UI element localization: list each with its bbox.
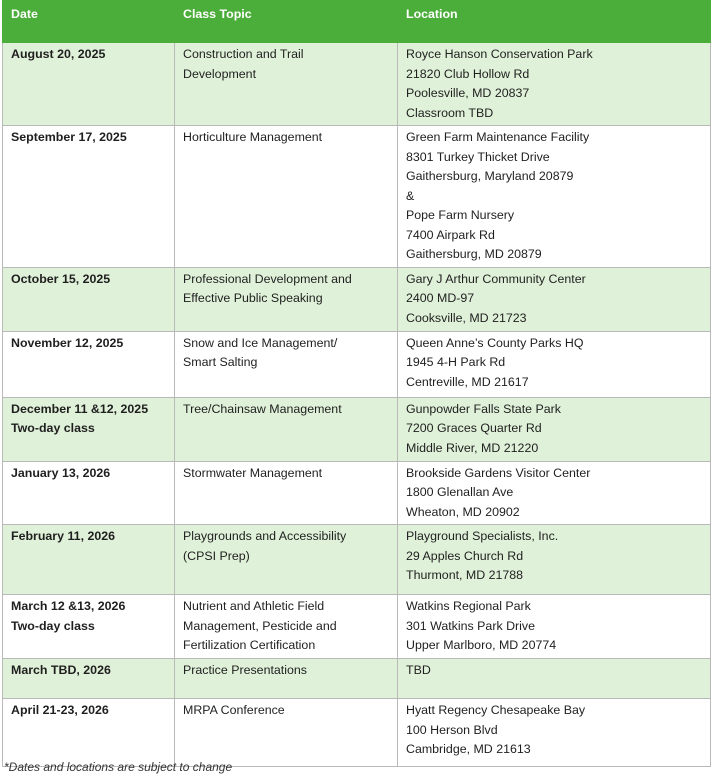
location-cell [398,43,711,126]
location-cell-line: Royce Hanson Conservation Park [406,47,593,61]
date-column-header: Date [3,1,175,43]
class-topic-cell-line: Nutrient and Athletic Field [183,599,325,613]
class-topic-cell-line: Construction and Trail [183,47,304,61]
class-topic-cell-line: Practice Presentations [183,663,307,677]
location-cell-line: Gunpowder Falls State Park [406,401,561,416]
class-schedule-table [2,0,711,767]
date-cell-line: Two-day class [11,618,95,633]
class-topic-cell-line: Smart Salting [183,355,258,369]
class-topic-cell-line: Stormwater Management [183,465,323,480]
location-cell-line: Gary J Arthur Community Center [406,271,586,286]
table-row [3,699,711,767]
location-cell-line: 1800 Glenallan Ave [406,485,514,499]
class-topic-column-header: Class Topic [175,1,398,43]
location-cell-line: Watkins Regional Park [406,599,531,613]
class-topic-cell [175,525,398,595]
class-topic-cell-line: Tree/Chainsaw Management [183,401,342,416]
location-column-header: Location [398,1,711,43]
location-cell-line: Hyatt Regency Chesapeake Bay [406,703,586,717]
location-cell-line: Poolesville, MD 20837 [406,86,530,100]
class-topic-cell-line: Horticulture Management [183,130,323,144]
class-topic-cell-line: Playgrounds and Accessibility [183,529,347,543]
date-cell-line: Two-day class [11,421,95,435]
date-cell-line: November 12, 2025 [11,335,124,350]
table-row [3,461,711,525]
location-cell-line: Green Farm Maintenance Facility [406,130,590,144]
class-topic-cell [175,595,398,659]
location-cell [398,525,711,595]
location-cell-line: 29 Apples Church Rd [406,548,524,563]
class-topic-cell [175,397,398,461]
location-cell-line: 8301 Turkey Thicket Drive [406,149,550,164]
date-cell [3,331,175,397]
date-cell [3,126,175,268]
location-cell-line: Wheaton, MD 20902 [406,504,520,519]
date-cell [3,595,175,659]
class-topic-cell-line: Effective Public Speaking [183,291,323,305]
location-cell-line: Middle River, MD 21220 [406,440,539,455]
class-topic-cell [175,267,398,331]
location-cell [398,659,711,699]
table-row [3,595,711,659]
table-row [3,267,711,331]
location-cell-line: Classroom TBD [406,105,494,120]
class-topic-cell-line: MRPA Conference [183,703,285,717]
date-cell-line: April 21-23, 2026 [11,703,109,717]
location-cell-line: Upper Marlboro, MD 20774 [406,638,557,652]
location-cell [398,397,711,461]
location-cell-line: 7200 Graces Quarter Rd [406,421,542,435]
date-cell [3,659,175,699]
class-topic-cell-line: Professional Development and [183,271,352,286]
date-cell [3,699,175,767]
class-topic-cell-line: Snow and Ice Management/ [183,335,338,350]
class-topic-cell [175,699,398,767]
location-cell [398,267,711,331]
location-cell-line: Brookside Gardens Visitor Center [406,465,591,480]
table-row [3,126,711,268]
date-cell-line: February 11, 2026 [11,529,116,543]
date-cell-line: December 11 &12, 2025 [11,401,149,416]
location-cell [398,126,711,268]
date-cell-line: October 15, 2025 [11,271,111,286]
table-header-row [3,1,711,43]
location-cell-line: Gaithersburg, Maryland 20879 [406,169,574,183]
date-cell-line: August 20, 2025 [11,47,106,61]
location-cell-line: 1945 4-H Park Rd [406,355,506,369]
date-cell [3,267,175,331]
class-topic-cell [175,331,398,397]
date-cell-line: March TBD, 2026 [11,663,111,677]
class-topic-cell-line: Development [183,66,257,81]
table-row [3,397,711,461]
table-row [3,525,711,595]
location-cell-line: & [406,188,415,203]
location-cell-line: Thurmont, MD 21788 [406,568,524,582]
date-cell-line: January 13, 2026 [11,465,111,480]
class-topic-cell-line: Fertilization Certification [183,638,316,652]
table-row [3,43,711,126]
location-cell-line: 21820 Club Hollow Rd [406,66,530,81]
location-cell [398,461,711,525]
date-cell-line: September 17, 2025 [11,130,127,144]
location-cell-line: 100 Herson Blvd [406,722,498,737]
date-cell [3,397,175,461]
location-cell-line: 2400 MD-97 [406,291,475,305]
table-row [3,331,711,397]
location-cell [398,595,711,659]
location-cell-line: 301 Watkins Park Drive [406,618,535,633]
class-topic-cell [175,43,398,126]
date-cell-line: March 12 &13, 2026 [11,599,126,613]
location-cell-line: Gaithersburg, MD 20879 [406,247,542,261]
table-row [3,659,711,699]
location-cell-line: TBD [406,663,431,677]
class-topic-cell-line: Management, Pesticide and [183,618,337,633]
date-cell [3,525,175,595]
location-cell-line: Playground Specialists, Inc. [406,529,559,543]
footnote: *Dates and locations are subject to change [4,760,233,774]
class-topic-cell [175,126,398,268]
location-cell-line: 7400 Airpark Rd [406,227,495,242]
class-topic-cell [175,461,398,525]
class-topic-cell-line: (CPSI Prep) [183,548,250,563]
class-topic-cell [175,659,398,699]
location-cell [398,331,711,397]
location-cell-line: Pope Farm Nursery [406,208,515,222]
location-cell-line: Centreville, MD 21617 [406,374,529,389]
location-cell-line: Cambridge, MD 21613 [406,742,531,756]
table-body [3,43,711,767]
date-cell [3,461,175,525]
date-cell [3,43,175,126]
location-cell-line: Queen Anne’s County Parks HQ [406,335,584,350]
location-cell [398,699,711,767]
location-cell-line: Cooksville, MD 21723 [406,310,527,325]
